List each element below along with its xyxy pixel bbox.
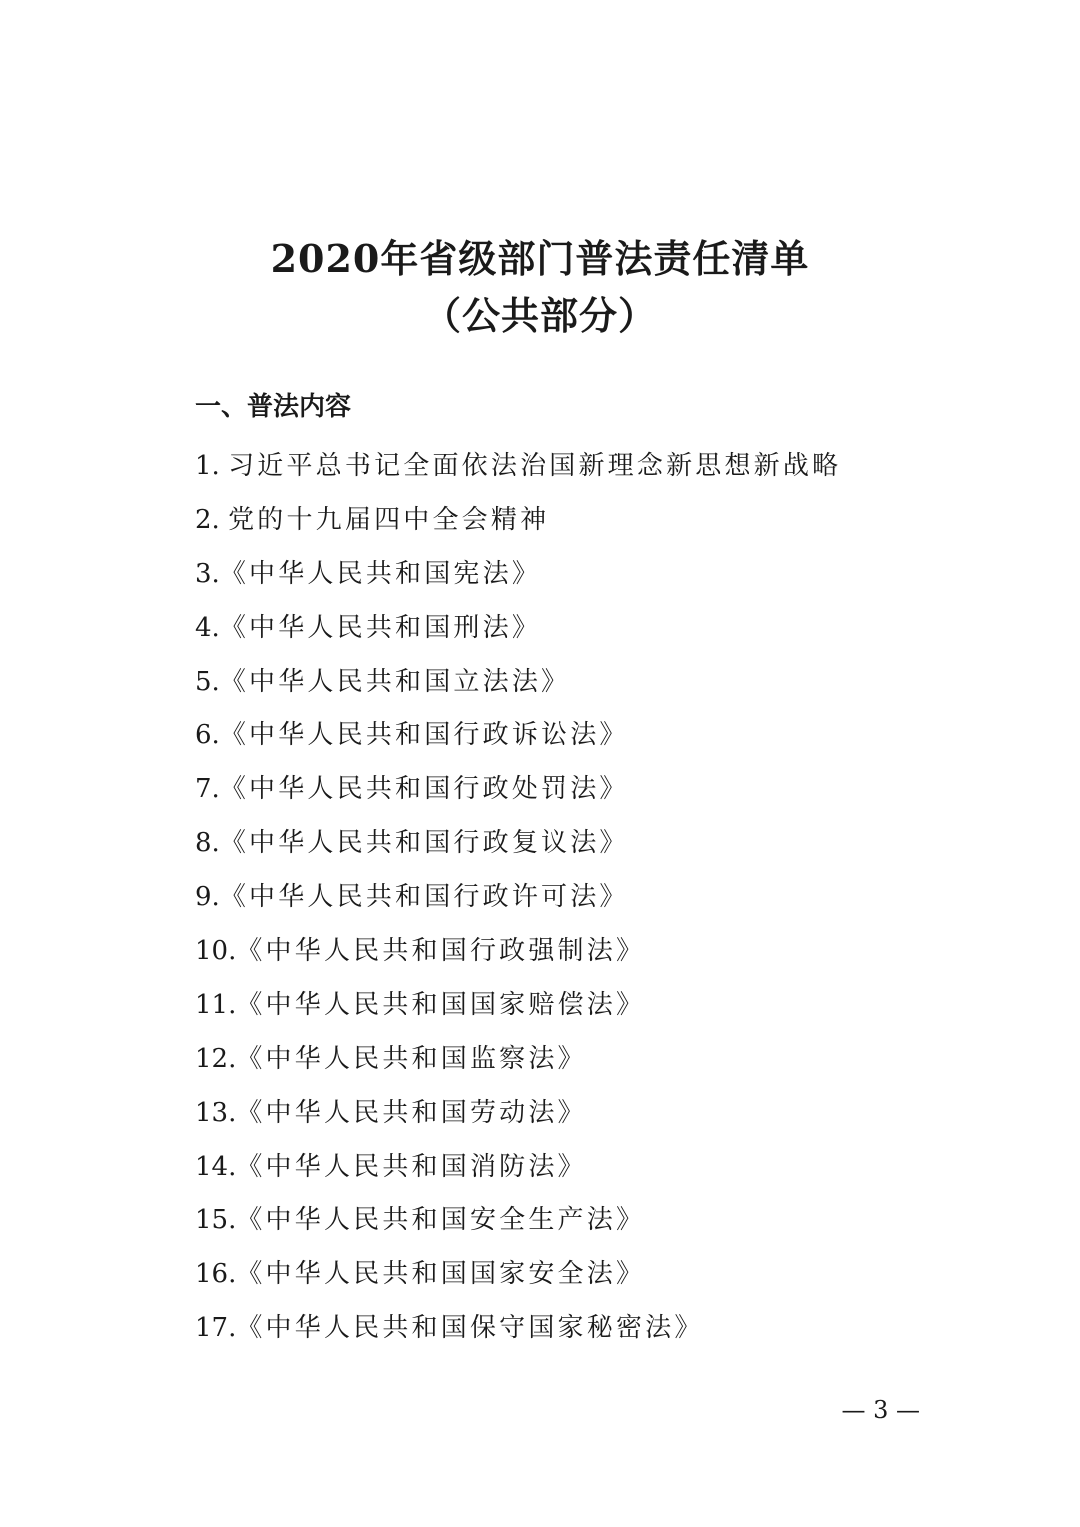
- list-item: [195, 827, 955, 881]
- item-text: 《中华人民共和国安全生产法》: [236, 1205, 646, 1236]
- item-text: 《中华人民共和国行政强制法》: [236, 936, 646, 967]
- item-number: 7.: [195, 774, 220, 805]
- item-number: 11.: [195, 989, 237, 1020]
- item-number: 2.: [195, 504, 229, 535]
- list-item: [195, 450, 955, 504]
- item-text: 《中华人民共和国监察法》: [236, 1043, 587, 1074]
- item-number: 8.: [195, 828, 220, 859]
- item-number: 13.: [195, 1097, 237, 1128]
- list-item: [195, 719, 955, 773]
- item-text: 党的十九届四中全会精神: [228, 504, 550, 535]
- list-item: [195, 773, 955, 827]
- item-text: 《中华人民共和国行政诉讼法》: [219, 720, 629, 751]
- list-item: [195, 612, 955, 666]
- list-item: [195, 666, 955, 720]
- list-item: [195, 935, 955, 989]
- list-item: [195, 1043, 955, 1097]
- content-list: [195, 450, 955, 1366]
- list-item: [195, 1258, 955, 1312]
- list-item: [195, 504, 955, 558]
- list-item: [195, 1097, 955, 1151]
- page-number: — 3 —: [841, 1396, 920, 1424]
- list-item: [195, 1204, 955, 1258]
- list-item: [195, 558, 955, 612]
- item-number: 3.: [195, 558, 220, 589]
- item-number: 17.: [195, 1313, 237, 1344]
- item-number: 5.: [195, 666, 220, 697]
- item-number: 16.: [195, 1259, 237, 1290]
- item-number: 15.: [195, 1205, 237, 1236]
- item-text: 《中华人民共和国立法法》: [219, 666, 571, 697]
- item-number: 14.: [195, 1151, 237, 1182]
- item-text: 《中华人民共和国刑法》: [219, 612, 542, 643]
- item-text: 《中华人民共和国国家安全法》: [236, 1259, 646, 1290]
- item-number: 10.: [195, 936, 237, 967]
- list-item: [195, 1151, 955, 1205]
- item-text: 《中华人民共和国劳动法》: [236, 1097, 587, 1128]
- list-item: [195, 881, 955, 935]
- item-number: 12.: [195, 1043, 237, 1074]
- item-text: 《中华人民共和国行政许可法》: [219, 882, 629, 913]
- list-item: [195, 989, 955, 1043]
- item-text: 《中华人民共和国宪法》: [219, 558, 542, 589]
- item-text: 习近平总书记全面依法治国新理念新思想新战略: [228, 451, 842, 481]
- item-number: 9.: [195, 882, 220, 913]
- item-text: 《中华人民共和国行政处罚法》: [219, 774, 629, 805]
- section-heading: 一、普法内容: [195, 392, 352, 422]
- item-text: 《中华人民共和国行政复议法》: [219, 828, 629, 859]
- item-number: 6.: [195, 720, 220, 751]
- item-text: 《中华人民共和国消防法》: [236, 1151, 587, 1182]
- item-text: 《中华人民共和国国家赔偿法》: [236, 989, 646, 1020]
- item-number: 1.: [195, 451, 229, 481]
- item-number: 4.: [195, 612, 220, 643]
- document-subtitle: （公共部分）: [422, 293, 657, 338]
- list-item: [195, 1312, 955, 1366]
- item-text: 《中华人民共和国保守国家秘密法》: [236, 1313, 704, 1344]
- document-title: 2020年省级部门普法责任清单: [270, 236, 810, 281]
